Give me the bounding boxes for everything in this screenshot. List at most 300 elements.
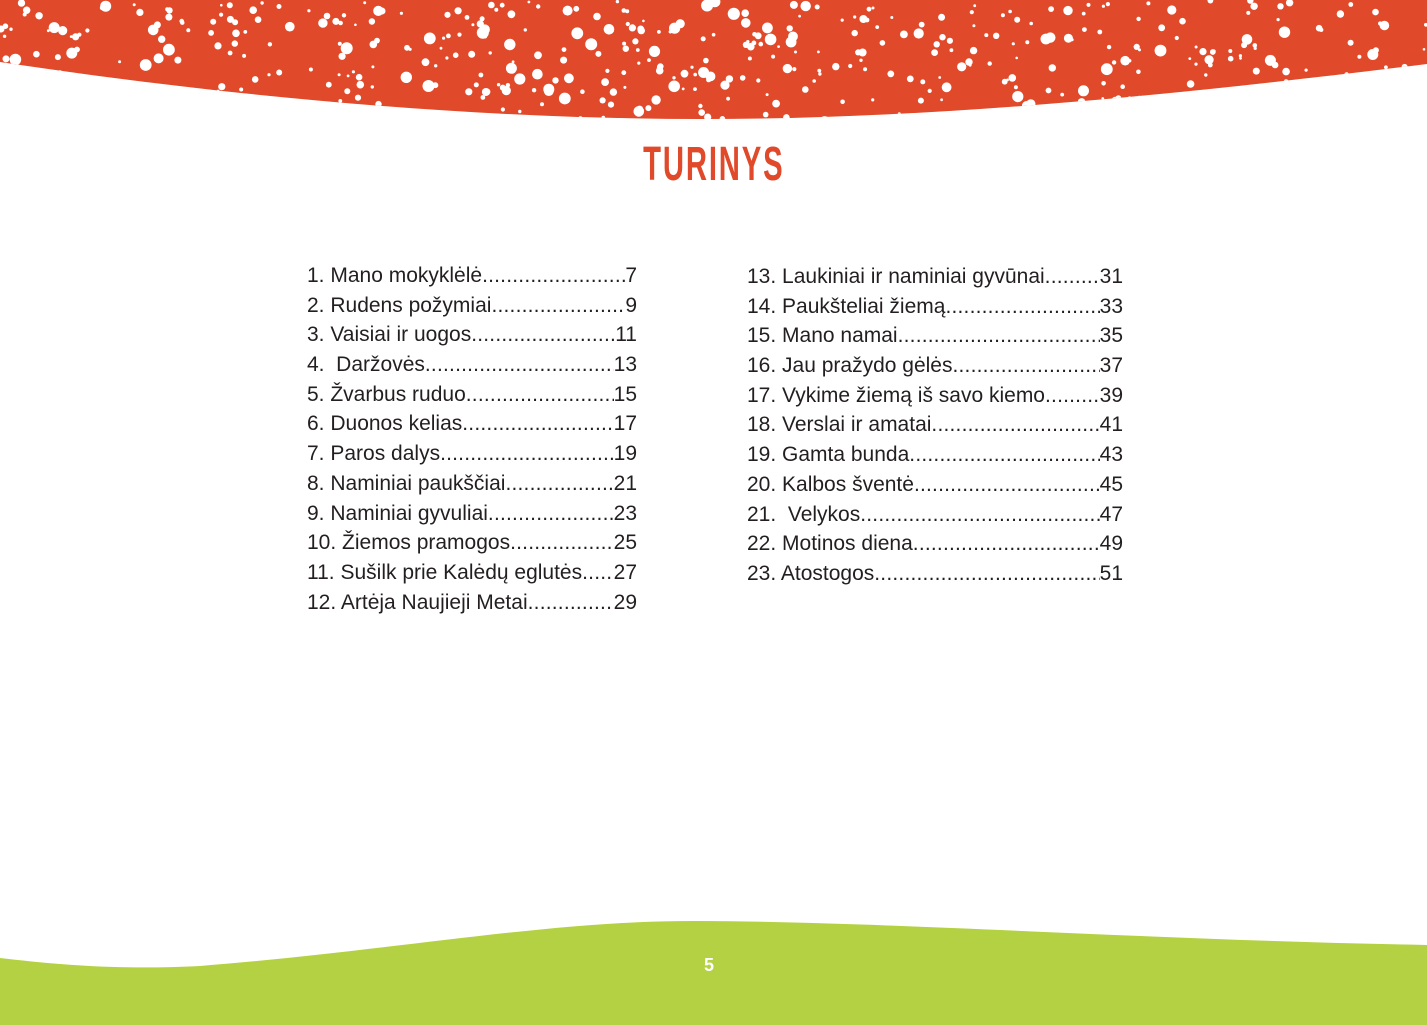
dot-leader bbox=[931, 410, 1099, 440]
snow-dot bbox=[1277, 95, 1287, 105]
snow-dot bbox=[629, 24, 636, 31]
toc-entry-page: 51 bbox=[1099, 561, 1123, 585]
snow-dot bbox=[474, 82, 479, 87]
toc-entry bbox=[307, 350, 637, 380]
snow-dot bbox=[706, 77, 711, 82]
snow-dot bbox=[356, 74, 363, 81]
snow-dot bbox=[488, 2, 495, 9]
snow-dot bbox=[914, 28, 924, 38]
snow-dot bbox=[1164, 117, 1168, 121]
snow-dot bbox=[865, 18, 870, 23]
toc-entry-title: 9. Naminiai gyvuliai bbox=[307, 501, 488, 525]
snow-dot bbox=[166, 7, 172, 13]
snow-dot bbox=[371, 85, 374, 88]
snow-dot bbox=[3, 35, 6, 38]
snow-dot bbox=[880, 40, 886, 46]
snow-dot bbox=[136, 9, 143, 16]
snow-dot bbox=[440, 47, 443, 50]
dot-leader bbox=[471, 320, 615, 350]
dot-leader bbox=[909, 440, 1099, 470]
snow-dot bbox=[626, 22, 630, 26]
snow-dot bbox=[610, 88, 617, 95]
snow-dot bbox=[1228, 56, 1234, 62]
snow-dot bbox=[1344, 72, 1349, 77]
snow-dot bbox=[649, 46, 660, 57]
snow-dot bbox=[790, 1, 798, 9]
snow-dot bbox=[15, 83, 19, 87]
snow-dot bbox=[1082, 12, 1086, 16]
snow-dot bbox=[1078, 98, 1085, 105]
dot-leader bbox=[582, 558, 614, 588]
snow-dot bbox=[1197, 100, 1200, 103]
dot-leader bbox=[913, 529, 1100, 559]
snow-dot bbox=[1359, 115, 1365, 121]
snow-dot bbox=[506, 63, 517, 74]
snow-dot bbox=[468, 51, 475, 58]
snow-dot bbox=[1014, 17, 1020, 23]
snow-dot bbox=[1053, 104, 1056, 107]
snow-dot bbox=[1415, 99, 1421, 105]
snow-dot bbox=[859, 59, 862, 62]
snow-dot bbox=[728, 8, 740, 20]
snow-dot bbox=[693, 87, 697, 91]
snow-dot bbox=[848, 64, 852, 68]
snow-dot bbox=[1319, 28, 1323, 32]
snow-dot bbox=[681, 70, 689, 78]
snow-dot bbox=[651, 95, 660, 104]
snow-dot bbox=[489, 51, 492, 54]
snow-dot bbox=[522, 118, 529, 125]
snow-dot bbox=[354, 24, 357, 27]
snow-dot bbox=[1419, 91, 1422, 94]
snow-dot bbox=[1380, 21, 1390, 31]
snow-dot bbox=[228, 51, 233, 56]
snow-dot bbox=[338, 99, 342, 103]
snow-dot bbox=[637, 26, 644, 33]
snow-dot bbox=[940, 98, 943, 101]
snow-dot bbox=[243, 30, 247, 34]
snow-dot bbox=[1221, 106, 1233, 118]
toc-entry-page: 45 bbox=[1099, 472, 1123, 496]
toc-entry bbox=[307, 320, 637, 350]
snow-dot bbox=[1205, 55, 1214, 64]
snow-dot bbox=[788, 32, 798, 42]
snow-dot bbox=[1012, 42, 1015, 45]
snow-dot bbox=[357, 81, 365, 89]
snow-dot bbox=[832, 63, 839, 70]
snow-dot bbox=[267, 73, 270, 76]
snow-dot bbox=[931, 49, 938, 56]
snow-dot bbox=[1179, 18, 1186, 25]
dotted-wave-header bbox=[0, 0, 1427, 125]
snow-dot bbox=[771, 55, 775, 59]
snow-dot bbox=[58, 26, 67, 35]
snow-dot bbox=[1015, 57, 1018, 60]
snow-dot bbox=[1344, 106, 1351, 113]
snow-dot bbox=[1102, 5, 1105, 8]
snow-dot bbox=[255, 16, 262, 23]
snow-dot bbox=[938, 76, 941, 79]
snow-dot bbox=[1041, 105, 1044, 108]
dot-leader bbox=[952, 351, 1099, 381]
snow-dot bbox=[1239, 57, 1242, 60]
snow-dot bbox=[60, 97, 66, 103]
snow-dot bbox=[338, 73, 341, 76]
snow-dot bbox=[623, 46, 629, 52]
snow-dot bbox=[1101, 97, 1104, 100]
snow-dot bbox=[939, 34, 945, 40]
snow-dot bbox=[1009, 74, 1017, 82]
snow-dot bbox=[1029, 22, 1033, 26]
snow-dot bbox=[817, 51, 820, 54]
snow-dot bbox=[107, 78, 115, 86]
snow-dot bbox=[303, 109, 311, 117]
snow-dot bbox=[1087, 3, 1091, 7]
snow-dot bbox=[342, 13, 346, 17]
snow-dot bbox=[100, 6, 105, 11]
toc-entry-title: 21. Velykos bbox=[747, 502, 861, 526]
snow-dot bbox=[227, 2, 233, 8]
snow-dot bbox=[424, 33, 436, 45]
toc-entry-page: 35 bbox=[1099, 324, 1123, 348]
snow-dot bbox=[792, 67, 796, 71]
snow-dot bbox=[445, 56, 448, 59]
snow-dot bbox=[600, 97, 606, 103]
snow-dot bbox=[1189, 115, 1195, 121]
snow-dot bbox=[375, 101, 381, 107]
toc-entry bbox=[747, 292, 1123, 322]
toc-entry-title: 7. Paros dalys bbox=[307, 442, 441, 466]
snow-dot bbox=[559, 93, 571, 105]
snow-dot bbox=[1277, 18, 1280, 21]
snow-dot bbox=[972, 24, 975, 27]
snow-dot bbox=[752, 32, 757, 37]
snow-dot bbox=[1008, 10, 1012, 14]
snow-dot bbox=[657, 30, 661, 34]
snow-dot bbox=[726, 97, 730, 101]
snow-dot bbox=[1212, 49, 1216, 53]
snow-dot bbox=[1400, 90, 1403, 93]
snow-dot bbox=[668, 81, 680, 93]
toc-entry-page: 47 bbox=[1099, 502, 1123, 526]
snow-dot bbox=[801, 1, 811, 11]
page-number: 5 bbox=[703, 955, 714, 975]
title-text: TURINYS bbox=[642, 138, 785, 191]
snow-dot bbox=[1136, 70, 1141, 75]
snow-dot bbox=[140, 59, 152, 71]
toc-entry bbox=[307, 439, 637, 469]
toc-entry-page: 37 bbox=[1099, 354, 1123, 378]
snow-dot bbox=[480, 24, 490, 34]
toc-entry-page: 11 bbox=[615, 323, 637, 347]
snow-dot bbox=[324, 13, 331, 20]
snow-dot bbox=[1106, 2, 1110, 6]
snow-dot bbox=[373, 6, 383, 16]
snow-dot bbox=[115, 104, 126, 115]
snow-dot bbox=[1411, 66, 1419, 74]
snow-dot bbox=[446, 34, 451, 39]
snow-dot bbox=[669, 23, 680, 34]
snow-dot bbox=[740, 75, 746, 81]
snow-dot bbox=[580, 89, 585, 94]
snow-dot bbox=[266, 115, 270, 119]
snow-dot bbox=[1272, 62, 1279, 69]
toc-entry-page: 9 bbox=[625, 293, 637, 317]
toc-entry-title: 20. Kalbos šventė bbox=[747, 472, 914, 496]
snow-dot bbox=[195, 99, 198, 102]
snow-dot bbox=[1046, 88, 1052, 94]
snow-dot bbox=[815, 5, 820, 10]
toc-entry-title: 17. Vykime žiemą iš savo kiemo bbox=[747, 383, 1045, 407]
snow-dot bbox=[271, 110, 279, 118]
snow-dot bbox=[1262, 95, 1265, 98]
snow-dot bbox=[512, 60, 515, 63]
toc-entry-title: 6. Duonos kelias bbox=[307, 412, 463, 436]
toc-entry-title: 2. Rudens požymiai bbox=[307, 293, 492, 317]
snow-dot bbox=[218, 83, 225, 90]
dot-leader bbox=[898, 321, 1100, 351]
snow-dot bbox=[693, 73, 697, 77]
snow-dot bbox=[934, 41, 940, 47]
snow-dot bbox=[326, 82, 332, 88]
snow-dot bbox=[442, 37, 445, 40]
snow-dot bbox=[893, 115, 896, 118]
snow-dot bbox=[1146, 1, 1150, 5]
snow-dot bbox=[232, 19, 238, 25]
snow-dot bbox=[562, 47, 567, 52]
toc-entry-page: 21 bbox=[613, 471, 637, 495]
snow-dot bbox=[1167, 5, 1176, 14]
snow-dot bbox=[1250, 3, 1257, 10]
snow-dot bbox=[1389, 70, 1395, 76]
snow-dot bbox=[371, 65, 374, 68]
snow-dot bbox=[1423, 48, 1426, 51]
toc-entry-page: 13 bbox=[613, 353, 637, 377]
snow-dot bbox=[759, 42, 764, 47]
toc-entry-title: 4. Daržovės bbox=[307, 353, 425, 377]
snow-dot bbox=[984, 33, 988, 37]
snow-dot bbox=[1362, 91, 1366, 95]
toc-entry bbox=[307, 528, 637, 558]
snow-dot bbox=[1120, 84, 1125, 89]
snow-dot bbox=[560, 57, 567, 64]
snow-dot bbox=[309, 68, 313, 72]
toc-entry bbox=[307, 499, 637, 529]
snow-dot bbox=[746, 40, 749, 43]
snow-dot bbox=[1307, 102, 1310, 105]
snow-dot bbox=[1210, 111, 1217, 118]
snow-dot bbox=[919, 22, 925, 28]
snow-dot bbox=[144, 100, 155, 111]
snow-dot bbox=[698, 104, 702, 108]
snow-dot bbox=[501, 107, 505, 111]
snow-dot bbox=[133, 3, 136, 6]
snow-dot bbox=[812, 79, 816, 83]
snow-dot bbox=[969, 64, 972, 67]
toc-entry-page: 31 bbox=[1099, 265, 1123, 288]
snow-dot bbox=[1195, 117, 1202, 124]
snow-dot bbox=[1324, 116, 1331, 123]
snow-dot bbox=[898, 112, 901, 115]
snow-dot bbox=[1372, 75, 1377, 80]
snow-dot bbox=[636, 48, 640, 52]
snow-dot bbox=[863, 67, 867, 71]
toc-entry bbox=[747, 410, 1123, 440]
snow-dot bbox=[482, 88, 490, 96]
snow-dot bbox=[1348, 107, 1356, 115]
snow-dot bbox=[1216, 117, 1223, 124]
toc-entry bbox=[307, 261, 637, 291]
snow-dot bbox=[1158, 24, 1165, 31]
snow-dot bbox=[1101, 63, 1113, 75]
snow-dot bbox=[411, 116, 422, 125]
toc-entry-title: 14. Paukšteliai žiemą bbox=[747, 294, 946, 318]
snow-dot bbox=[423, 80, 435, 92]
snow-dot bbox=[165, 14, 172, 21]
snow-dot bbox=[787, 25, 793, 31]
snow-dot bbox=[747, 43, 755, 51]
dot-leader bbox=[510, 528, 614, 558]
snow-dot bbox=[87, 112, 92, 117]
snow-dot bbox=[1418, 68, 1423, 73]
snow-dot bbox=[993, 33, 999, 39]
snow-dot bbox=[10, 54, 22, 66]
snow-dot bbox=[585, 38, 597, 50]
snow-dot bbox=[49, 22, 60, 33]
snow-dot bbox=[1101, 81, 1106, 86]
snow-dot bbox=[1348, 2, 1353, 7]
snow-dot bbox=[698, 109, 705, 116]
snow-dot bbox=[1021, 109, 1024, 112]
snow-dot bbox=[616, 0, 619, 3]
snow-dot bbox=[578, 116, 583, 121]
snow-dot bbox=[1069, 111, 1073, 115]
snow-dot bbox=[118, 60, 121, 63]
dot-leader bbox=[491, 291, 625, 321]
toc-entry bbox=[307, 380, 637, 410]
snow-dot bbox=[1190, 92, 1195, 97]
dot-leader bbox=[914, 470, 1100, 500]
toc-entry-page: 33 bbox=[1099, 294, 1123, 318]
snow-dot bbox=[928, 89, 932, 93]
snow-dot bbox=[9, 28, 12, 31]
dot-leader bbox=[482, 261, 625, 291]
snow-dot bbox=[55, 54, 61, 60]
snow-dot bbox=[1279, 27, 1290, 38]
snow-dot bbox=[636, 106, 643, 113]
snow-dot bbox=[1236, 115, 1247, 125]
snow-dot bbox=[8, 78, 12, 82]
snow-dot bbox=[252, 76, 259, 83]
snow-dot bbox=[950, 48, 954, 52]
snow-dot bbox=[1372, 9, 1379, 16]
snow-dot bbox=[66, 92, 76, 102]
snow-dot bbox=[0, 82, 8, 90]
snow-dot bbox=[479, 73, 484, 78]
dot-leader bbox=[860, 500, 1099, 530]
snow-dot bbox=[642, 20, 645, 23]
snow-dot bbox=[819, 116, 830, 125]
snow-dot bbox=[604, 24, 615, 35]
snow-dot bbox=[497, 83, 500, 86]
toc-entry bbox=[747, 529, 1123, 559]
snow-dot bbox=[1284, 79, 1289, 84]
snow-dot bbox=[35, 12, 42, 19]
snow-dot bbox=[867, 7, 872, 12]
snow-dot bbox=[593, 13, 601, 21]
snow-dot bbox=[918, 98, 924, 104]
snow-dot bbox=[871, 98, 874, 101]
toc-entry-page: 17 bbox=[613, 412, 637, 436]
snow-dot bbox=[249, 6, 257, 14]
snow-dot bbox=[400, 12, 403, 15]
snow-dot bbox=[1384, 65, 1388, 69]
snow-dot bbox=[279, 106, 283, 110]
snow-dot bbox=[53, 119, 59, 125]
snow-dot bbox=[973, 4, 976, 7]
snow-dot bbox=[988, 61, 992, 65]
snow-dot bbox=[33, 51, 40, 58]
toc-entry-page: 49 bbox=[1099, 532, 1123, 556]
snow-dot bbox=[277, 4, 282, 9]
snow-dot bbox=[765, 34, 777, 46]
toc-entry-title: 13. Laukiniai ir naminiai gyvūnai bbox=[747, 265, 1045, 288]
snow-dot bbox=[741, 18, 751, 28]
snow-dot bbox=[29, 80, 34, 85]
snow-dot bbox=[887, 71, 894, 78]
snow-dot bbox=[802, 86, 809, 93]
snow-dot bbox=[1230, 102, 1236, 108]
snow-dot bbox=[1277, 3, 1283, 9]
snow-dot bbox=[1142, 116, 1148, 122]
snow-dot bbox=[107, 103, 116, 112]
snow-dot bbox=[140, 82, 145, 87]
snow-dot bbox=[756, 78, 760, 82]
snow-dot bbox=[1357, 55, 1361, 59]
snow-dot bbox=[1137, 96, 1142, 101]
snow-dot bbox=[1116, 95, 1122, 101]
snow-dot bbox=[1325, 107, 1334, 116]
snow-dot bbox=[1014, 85, 1018, 89]
toc-entry-title: 19. Gamta bunda bbox=[747, 443, 910, 467]
snow-dot bbox=[1064, 36, 1070, 42]
snow-dot bbox=[947, 38, 953, 44]
toc-entry-page: 23 bbox=[613, 501, 637, 525]
snow-dot bbox=[268, 42, 272, 46]
snow-dot bbox=[1025, 40, 1029, 44]
dot-leader bbox=[466, 380, 614, 410]
snow-dot bbox=[154, 94, 158, 98]
snow-dot bbox=[1107, 115, 1114, 122]
snow-dot bbox=[608, 102, 614, 108]
snow-dot bbox=[1234, 103, 1240, 109]
snow-dot bbox=[367, 114, 374, 121]
snow-dot bbox=[1410, 103, 1413, 106]
toc-entry-page: 25 bbox=[613, 531, 637, 555]
snow-dot bbox=[3, 55, 10, 62]
snow-dot bbox=[1246, 11, 1250, 15]
snow-dot bbox=[339, 53, 346, 60]
snow-dot bbox=[1026, 99, 1035, 108]
snow-dot bbox=[762, 23, 773, 34]
snow-dot bbox=[852, 30, 858, 36]
snow-dot bbox=[85, 28, 89, 32]
snow-dot bbox=[465, 88, 472, 95]
snow-dot bbox=[210, 19, 216, 25]
snow-dot bbox=[573, 6, 579, 12]
snow-dot bbox=[260, 1, 263, 4]
snow-dot bbox=[434, 64, 437, 67]
